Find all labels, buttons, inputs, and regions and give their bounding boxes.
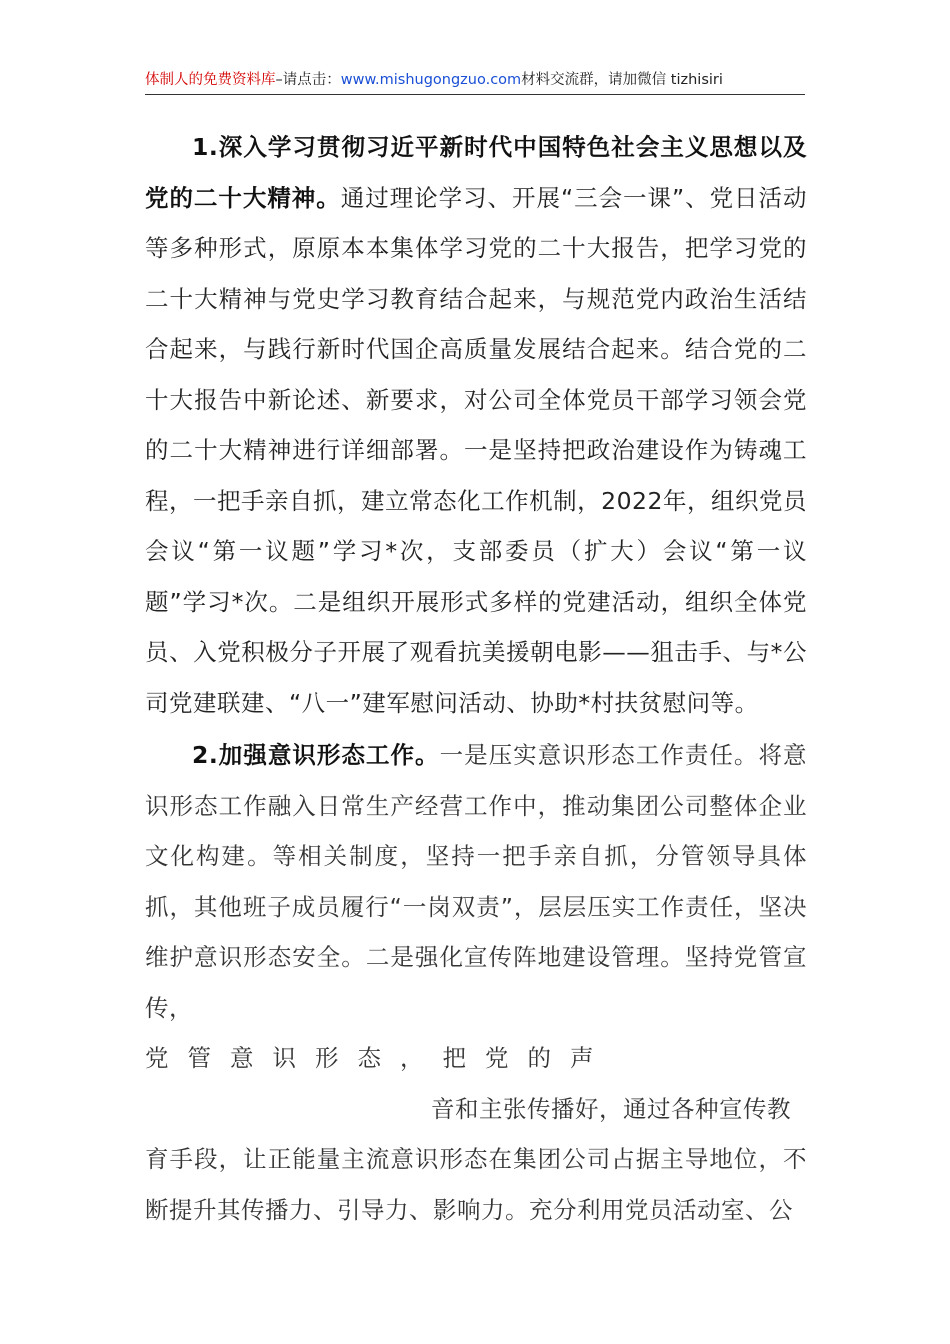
paragraph-2: [145, 730, 807, 1235]
paragraph-1-body: 通过理论学习、开展“三会一课”、党日活动等多种形式，原原本本集体学习党的二十大报告，把学习党的二十大精神与党史学习教育结合起来，与规范党内政治生活结合起来，与践行新时代国企高质量发展结合起来。结合党的二十大报告中新论述、新要求，对公司全体党员干部学习领会党的二十大精神进行详细部署。一是坚持把政治建设作为铸魂工程，一把手亲自抓，建立常态化工作机制，2022年，组织党员会议“第一议题”学习*次，支部委员（扩大）会议“第一议题”学习*次。二是组织开展形式多样的党建活动，组织全体党员、入党积极分子开展了观看抗美援朝电影——狙击手、与*公司党建联建、“八一”建军慰问活动、协助*村扶贫慰问等。: [145, 183, 807, 717]
paragraph-2-tail-line: [145, 1084, 807, 1135]
header-separator: –请点击：: [275, 72, 341, 88]
paragraph-1-heading: 1.深入学习贯彻习近平新时代中国特色社会主义思想以及党的二十大精神。: [145, 133, 807, 212]
header-note: 材料交流群，请加微信 tizhisiri: [521, 72, 723, 88]
page-header: [145, 68, 805, 95]
paragraph-2-tail: 育手段，让正能量主流意识形态在集团公司占据主导地位，不断提升其传播力、引导力、影响力。充分利用党员活动室、公: [145, 1145, 807, 1224]
paragraph-2-heading: 2.加强意识形态工作。: [192, 741, 440, 769]
header-url-link[interactable]: www.mishugongzuo.com: [340, 72, 522, 88]
header-brand-link[interactable]: 体制人的免费资料库: [145, 72, 276, 88]
paragraph-2-spaced-line: 党管意识形态，把党的声: [145, 1044, 613, 1072]
paragraph-2-body: 一是压实意识形态工作责任。将意识形态工作融入日常生产经营工作中，推动集团公司整体企业文化构建。等相关制度，坚持一把手亲自抓，分管领导具体抓，其他班子成员履行“一岗双责”，层层压实工作责任，坚决维护意识形态安全。二是强化宣传阵地建设管理。坚持党管宣传，: [145, 741, 807, 1022]
paragraph-1: [145, 122, 807, 728]
paragraph-2-tail-start: 音和主张传播好，通过各种宣传教: [431, 1094, 791, 1123]
